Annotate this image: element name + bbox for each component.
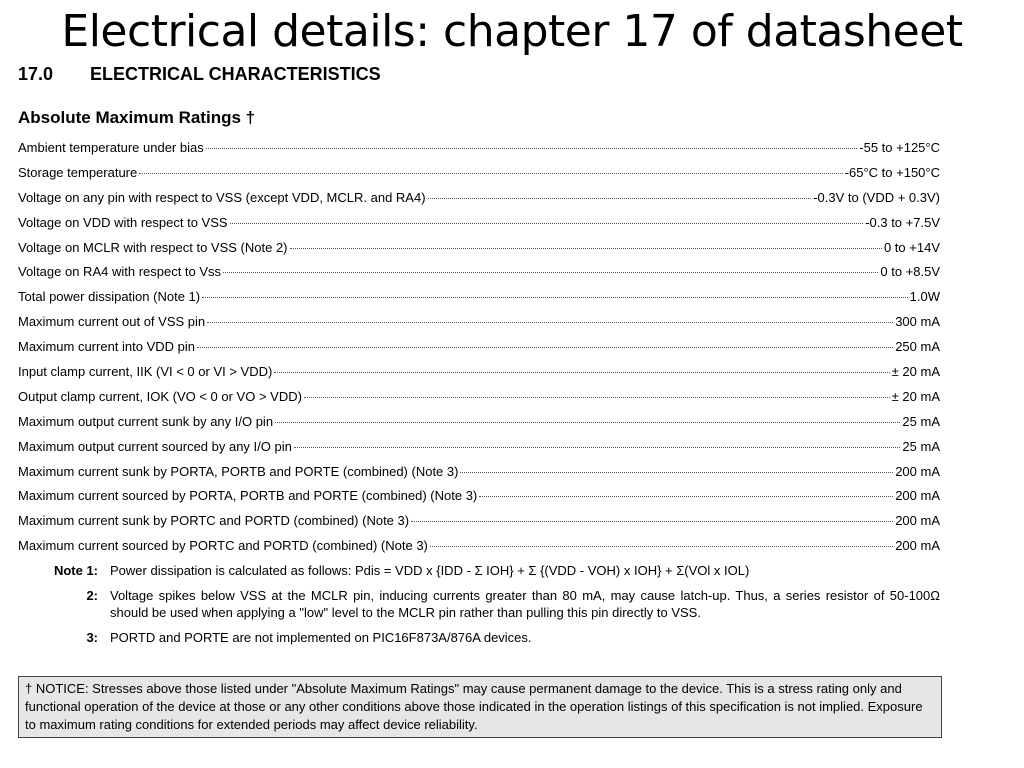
note-item: [34, 587, 940, 622]
rating-label: Maximum current out of VSS pin: [18, 314, 206, 330]
dot-leader: [223, 271, 878, 273]
rating-row: [18, 289, 940, 314]
note-tag: 3:: [86, 629, 98, 645]
section-title: ELECTRICAL CHARACTERISTICS: [90, 64, 381, 84]
rating-label: Maximum output current sourced by any I/O pin: [18, 438, 292, 454]
rating-label: Maximum output current sunk by any I/O pin: [18, 413, 274, 429]
note-text: Voltage spikes below VSS at the MCLR pin, inducing currents greater than 80 mA, may cause latch-up. Thus, a series resistor of 50-100Ω should be used when applying a "low" level to the MCLR pin rather than pulling this pin directly to VSS.: [110, 587, 940, 620]
rating-label: Maximum current sourced by PORTA, PORTB and PORTE (combined) (Note 3): [18, 488, 478, 504]
rating-value: 25 mA: [902, 413, 940, 429]
dot-leader: [202, 296, 908, 298]
rating-value: -0.3V to (VDD + 0.3V): [813, 189, 940, 205]
dot-leader: [428, 197, 812, 199]
rating-label: Voltage on any pin with respect to VSS (except VDD, MCLR. and RA4): [18, 189, 426, 205]
dot-leader: [460, 471, 893, 473]
note-tag: Note 1:: [53, 563, 98, 578]
rating-row: [18, 165, 940, 190]
rating-value: -55 to +125°C: [859, 140, 940, 155]
notes-section: [34, 562, 940, 653]
note-item: [34, 562, 940, 580]
rating-row: [18, 414, 940, 439]
dot-leader: [197, 346, 893, 348]
note-text: PORTD and PORTE are not implemented on PIC16F873A/876A devices.: [110, 629, 532, 645]
slide-title: Electrical details: chapter 17 of datasheet: [61, 6, 963, 57]
rating-label: Maximum current sourced by PORTC and PORTD (combined) (Note 3): [18, 538, 428, 554]
note-text: Power dissipation is calculated as follows: Pdis = VDD x {IDD - Σ IOH} + Σ {(VDD - VOH) x IOH} + Σ(VOl x IOL): [110, 563, 750, 578]
dot-leader: [230, 222, 864, 224]
section-number: 17.0: [18, 64, 54, 84]
rating-row: [18, 240, 940, 265]
rating-row: [18, 488, 940, 513]
note-item: [34, 629, 940, 647]
rating-label: Ambient temperature under bias: [18, 140, 204, 155]
rating-row: [18, 364, 940, 389]
dot-leader: [274, 371, 889, 373]
rating-value: 1.0W: [909, 289, 940, 305]
rating-label: Voltage on RA4 with respect to Vss: [18, 264, 222, 280]
section-heading: [18, 64, 381, 85]
rating-value: 200 mA: [895, 513, 940, 529]
rating-label: Total power dissipation (Note 1): [18, 289, 201, 305]
ratings-list: [18, 140, 940, 563]
rating-value: 200 mA: [895, 538, 940, 554]
rating-label: Voltage on VDD with respect to VSS: [18, 214, 228, 230]
rating-row: [18, 513, 940, 538]
rating-label: Maximum current into VDD pin: [18, 339, 195, 355]
dot-leader: [304, 396, 890, 398]
rating-value: -65°C to +150°C: [844, 164, 940, 180]
rating-label: Storage temperature: [18, 164, 138, 180]
rating-label: Output clamp current, IOK (VO < 0 or VO > VDD): [18, 388, 302, 404]
rating-row: [18, 538, 940, 563]
rating-value: 0 to +8.5V: [880, 264, 940, 280]
dot-leader: [294, 446, 901, 448]
dot-leader: [206, 147, 858, 149]
rating-value: ± 20 mA: [891, 388, 940, 404]
rating-value: 300 mA: [895, 314, 940, 330]
rating-label: Voltage on MCLR with respect to VSS (Note 2): [18, 239, 288, 255]
rating-value: 200 mA: [895, 488, 940, 504]
rating-label: Input clamp current, IIK (VI < 0 or VI > VDD): [18, 364, 273, 380]
rating-value: 25 mA: [902, 438, 940, 454]
rating-label: Maximum current sunk by PORTA, PORTB and PORTE (combined) (Note 3): [18, 463, 459, 479]
rating-row: [18, 389, 940, 414]
rating-row: [18, 264, 940, 289]
dot-leader: [139, 172, 842, 174]
dot-leader: [430, 545, 893, 547]
rating-value: -0.3 to +7.5V: [865, 214, 940, 230]
note-tag: 2:: [86, 587, 98, 603]
dot-leader: [207, 321, 893, 323]
dot-leader: [290, 247, 882, 249]
rating-row: [18, 464, 940, 489]
rating-value: 0 to +14V: [883, 239, 940, 255]
rating-row: [18, 439, 940, 464]
dot-leader: [275, 421, 900, 423]
rating-label: Maximum current sunk by PORTC and PORTD (combined) (Note 3): [18, 513, 410, 529]
rating-value: 250 mA: [895, 339, 940, 355]
rating-row: [18, 215, 940, 240]
rating-row: [18, 190, 940, 215]
rating-value: 200 mA: [895, 463, 940, 479]
ratings-heading: Absolute Maximum Ratings †: [18, 108, 256, 127]
notice-box: † NOTICE: Stresses above those listed under "Absolute Maximum Ratings" may cause permanent damage to the device. This is a stress rating only and functional operation of the device at those or any other conditions above those indicated in the operation listings of this specification is not implied. Exposure to maximum rating conditions for extended periods may affect device reliability.: [18, 676, 942, 738]
dot-leader: [479, 495, 893, 497]
dot-leader: [411, 520, 893, 522]
rating-row: [18, 339, 940, 364]
rating-value: ± 20 mA: [891, 364, 940, 380]
rating-row: [18, 314, 940, 339]
rating-row: [18, 140, 940, 165]
